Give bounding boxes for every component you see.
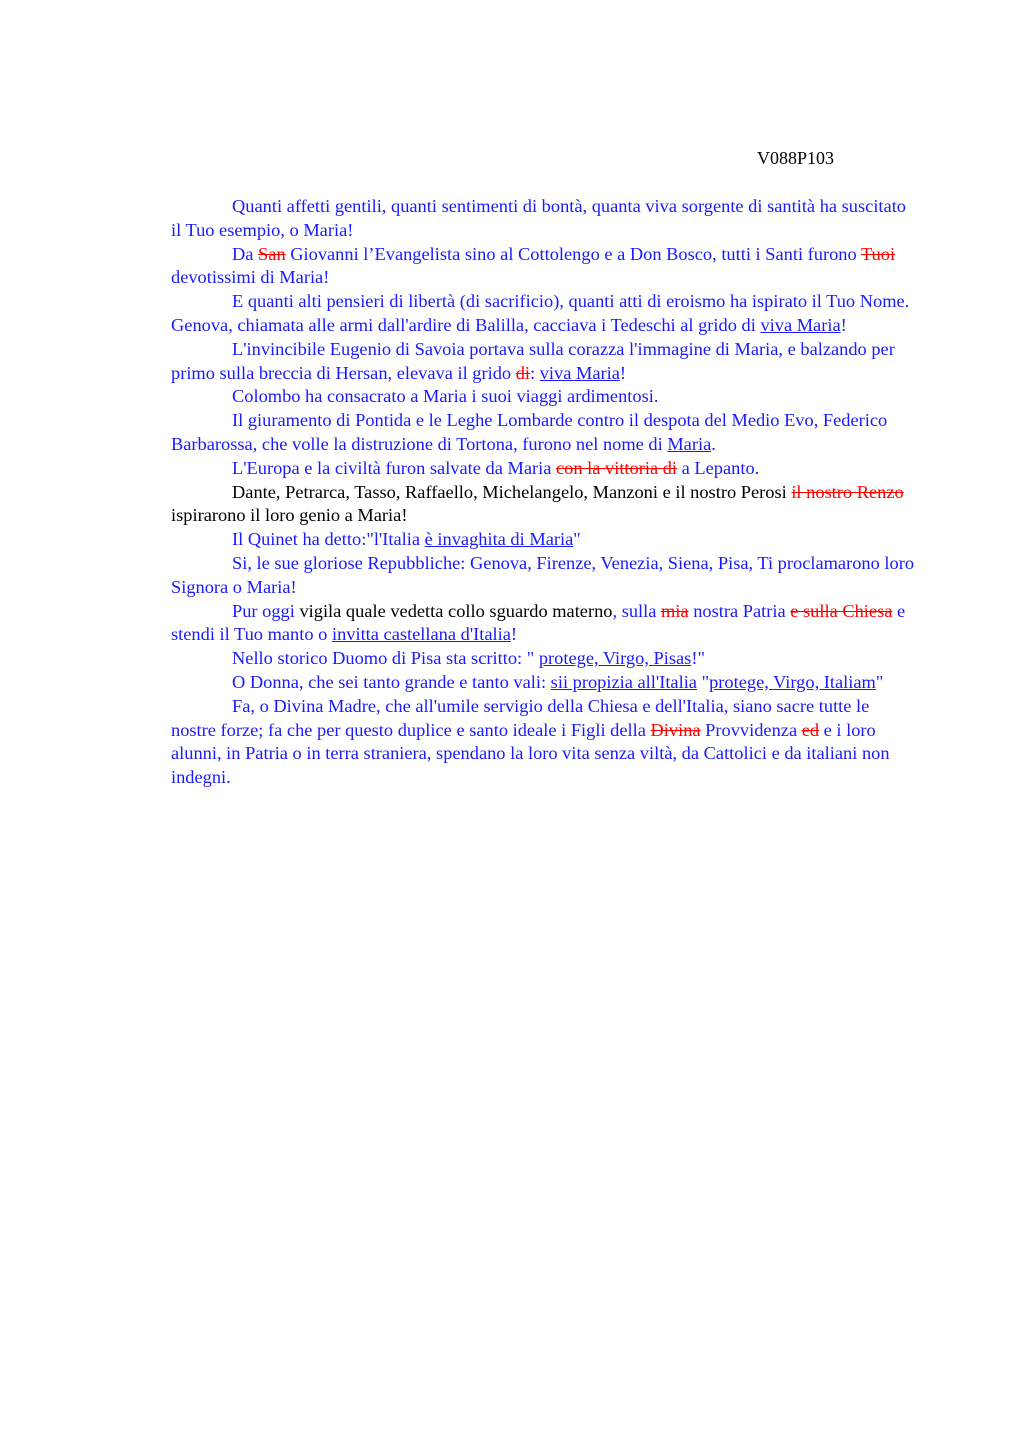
paragraph-quinet [171,528,917,552]
paragraph-eugenio [171,338,917,386]
text-run: ispirarono il loro genio a Maria! [171,505,408,526]
text-run: devotissimi di Maria! [171,267,330,288]
text-run: e stendi il Tuo manto o [171,600,906,645]
paragraph-divina-madre [171,695,917,790]
text-run: a Lepanto. [677,457,760,478]
underlined-text: protege, Virgo, Italiam [709,671,876,692]
text-run: Giovanni l’Evangelista sino al Cottolengo e a Don Bosco, tutti i Santi furono [285,243,861,264]
black-text-run: vigila quale vedetta collo sguardo materno [294,600,613,621]
text-run: ! [510,624,518,645]
deleted-text: Divina [650,719,701,740]
paragraph-repubbliche [171,552,917,600]
paragraph-lepanto [171,457,917,481]
deleted-text: Tuoi [860,243,896,264]
text-run: e i loro alunni, in Patria o in terra straniera, spendano la loro vita senza viltà, da Cattolici e da italiani non indegni. [171,719,890,788]
text-run: L'Europa e la civiltà furon salvate da Maria [232,457,556,478]
paragraph-affetti [171,195,917,243]
text-run: " [875,671,884,692]
underlined-text: invitta castellana d'Italia [331,624,511,645]
deleted-text: mia [661,600,689,621]
text-run: !" [691,648,705,669]
text-run: Il giuramento di Pontida e le Leghe Lombarde contro il despota del Medio Evo, Federico Barbarossa, che volle la distruzione di Tortona, furono nel nome di [171,410,888,454]
deleted-text: di [515,362,531,383]
page-code: V088P103 [757,148,835,168]
text-run: ! [840,314,847,335]
text-run: Nello storico Duomo di Pisa sta scritto: " [232,648,539,669]
text-run: Colombo ha consacrato a Maria i suoi viaggi ardimentosi. [232,386,659,407]
deleted-text: e sulla Chiesa [790,600,893,621]
paragraph-dante [171,481,917,529]
text-run: nostra Patria [688,600,791,621]
text-run: Fa, o Divina Madre, che all'umile servigio della Chiesa e dell'Italia, siano sacre tutte le nostre forze; fa che per questo duplice e santo ideale i Figli della [171,695,870,740]
paragraph-donna [171,671,917,695]
underlined-text: è invaghita di Maria [424,529,574,550]
text-run: : [530,362,540,383]
deleted-text: con la vittoria di [556,457,678,478]
document-body [171,195,917,790]
text-run: . [711,433,716,454]
underlined-text: viva Maria [539,362,620,383]
paragraph-pontida [171,409,917,457]
text-run: " [696,671,710,692]
text-run: , sulla [612,600,662,621]
text-run: E quanti alti pensieri di libertà (di sacrificio), quanti atti di eroismo ha ispirato il Tuo Nome. [232,291,910,312]
deleted-text: San [258,243,286,264]
deleted-text: ed [801,719,820,740]
paragraph-vedetta [171,600,917,648]
underlined-text: viva Maria [760,314,841,335]
text-run: Genova, chiamata alle armi dall'ardire di Balilla, cacciava i Tedeschi al grido di [171,314,761,335]
text-run: Il Quinet ha detto:"l'Italia [232,529,425,550]
paragraph-santi [171,243,917,291]
text-run: Da [232,243,259,264]
text-run: Provvidenza [700,719,802,740]
underlined-text: sii propizia all'Italia [550,671,697,692]
paragraph-pisa [171,647,917,671]
paragraph-genova [171,314,917,338]
paragraph-colombo [171,385,917,409]
underlined-text: Maria [667,433,712,454]
text-run: ! [619,362,627,383]
text-run: Si, le sue gloriose Repubbliche: Genova, Firenze, Venezia, Siena, Pisa, Ti proclamarono loro Signora o Maria! [171,552,915,597]
text-run: O Donna, che sei tanto grande e tanto vali: [232,671,551,692]
paragraph-pensieri [171,290,917,314]
text-run: " [573,529,581,550]
deleted-text: il nostro Renzo [791,481,904,502]
text-run: L'invincibile Eugenio di Savoia portava sulla corazza l'immagine di Maria, e balzando per primo sulla breccia di Hersan, elevava il grido [171,338,895,383]
text-run: Dante, Petrarca, Tasso, Raffaello, Michelangelo, Manzoni e il nostro Perosi [232,481,792,502]
underlined-text: protege, Virgo, Pisas [538,648,692,669]
text-run: Quanti affetti gentili, quanti sentimenti di bontà, quanta viva sorgente di santità ha suscitato il Tuo esempio, o Maria! [171,196,907,240]
text-run: Pur oggi [232,600,295,621]
